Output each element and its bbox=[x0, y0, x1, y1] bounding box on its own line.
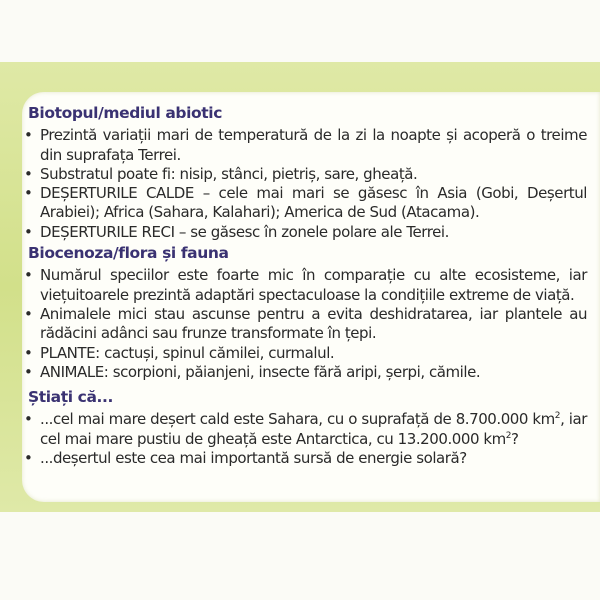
bullet-icon: • bbox=[24, 449, 33, 468]
list-item: • Prezintă variații mari de temperatură de la zi la noapte și acoperă o treime din suprafața Terrei. bbox=[24, 126, 587, 164]
list-item: • Substratul poate fi: nisip, stânci, pietriș, sare, gheață. bbox=[24, 164, 418, 183]
list-item: • DEȘERTURILE CALDE – cele mai mari se găsesc în Asia (Gobi, Deșertul Arabiei); Africa (Sahara, Kalahari); America de Sud (Atacama). bbox=[24, 184, 587, 222]
list-stiati bbox=[22, 410, 587, 468]
bullet-icon: • bbox=[24, 222, 33, 241]
list-biocenoza bbox=[22, 266, 587, 382]
bullet-icon: • bbox=[24, 410, 33, 429]
document-content bbox=[22, 104, 587, 468]
list-item: • PLANTE: cactuși, spinul cămilei, curmalul. bbox=[24, 343, 335, 362]
section-heading-biotop: Biotopul/mediul abiotic bbox=[28, 104, 222, 122]
bullet-icon: • bbox=[24, 184, 33, 203]
section-heading-biocenoza: Biocenoza/flora și fauna bbox=[28, 244, 229, 263]
bullet-icon: • bbox=[24, 304, 33, 323]
list-biotop bbox=[22, 126, 587, 242]
bullet-icon: • bbox=[24, 266, 33, 285]
bullet-icon: • bbox=[24, 164, 33, 183]
list-item: • Numărul speciilor este foarte mic în comparație cu alte ecosisteme, iar viețuitoarele prezintă adaptări spectaculoase la condițiile extreme de viață. bbox=[24, 266, 587, 304]
list-item: • ANIMALE: scorpioni, păianjeni, insecte fără aripi, șerpi, cămile. bbox=[24, 362, 481, 381]
list-item: • DEȘERTURILE RECI – se găsesc în zonele polare ale Terrei. bbox=[24, 222, 449, 241]
bullet-icon: • bbox=[24, 126, 33, 145]
section-heading-stiati: Știați că... bbox=[28, 388, 113, 407]
bullet-icon: • bbox=[24, 343, 33, 362]
list-item: • ...cel mai mare deșert cald este Sahara, cu o suprafață de 8.700.000 $km^2$, iar cel mai mare pustiu de gheață este Antarctica, cu 13.200.000 $km^2$? bbox=[24, 410, 587, 448]
bullet-icon: • bbox=[24, 362, 33, 381]
list-item: • Animalele mici stau ascunse pentru a evita deshidratarea, iar plantele au rădăcini adânci sau frunze transformate în țepi. bbox=[24, 304, 587, 343]
list-item: • ...deșertul este cea mai importantă sursă de energie solară? bbox=[24, 449, 467, 468]
